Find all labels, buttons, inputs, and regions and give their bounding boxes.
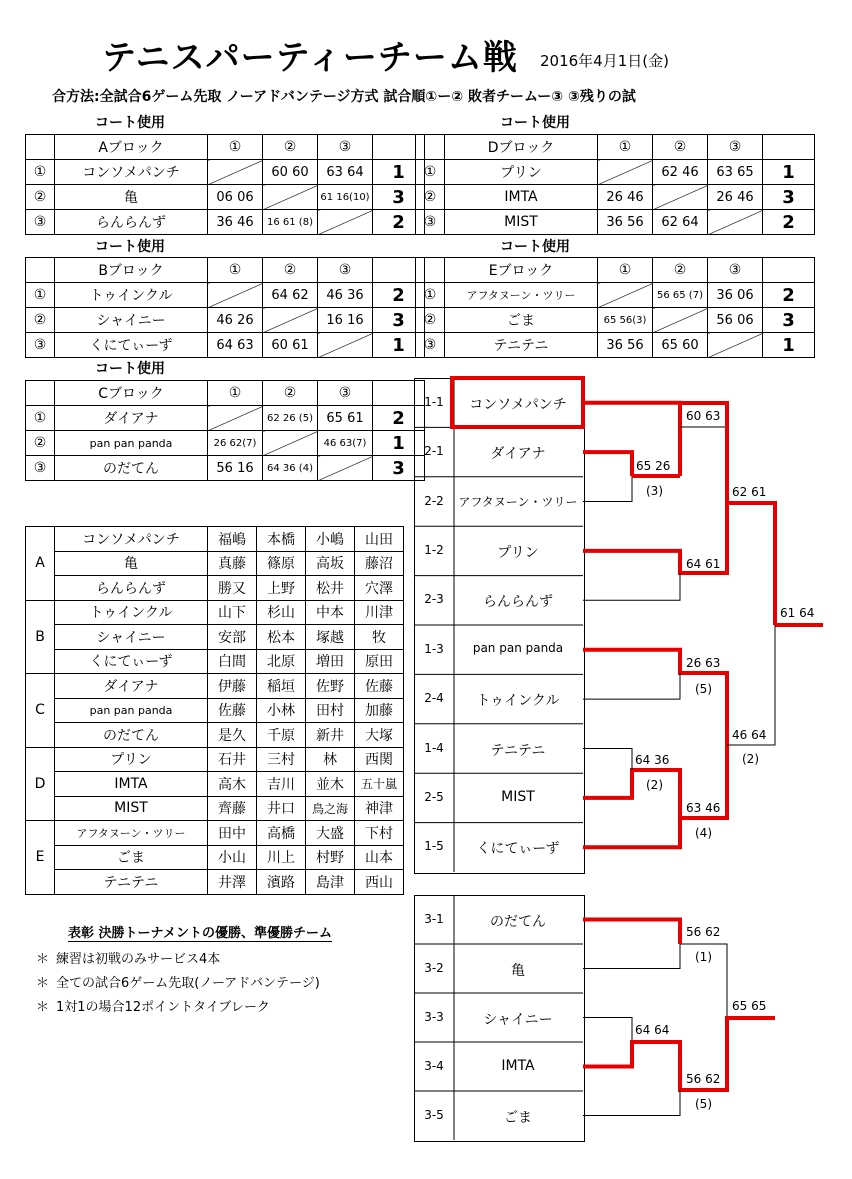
rank: 2 xyxy=(763,210,815,235)
match-no-m2: (2) xyxy=(646,778,663,792)
roster-member: 高橋 xyxy=(257,821,306,846)
roster-member: 大盛 xyxy=(306,821,355,846)
seed-highlight-box xyxy=(452,378,583,427)
match-score: 65 61 xyxy=(318,406,373,431)
roster-member: 川上 xyxy=(257,845,306,870)
block-name: Bブロック xyxy=(55,258,208,283)
sub-match-no-m5: (5) xyxy=(695,1097,712,1111)
roster-member: 佐藤 xyxy=(355,674,404,699)
match-score: 56 65 (7) xyxy=(653,283,708,308)
main-slot-team: MIST xyxy=(501,788,535,805)
match-score: 63 65 xyxy=(708,160,763,185)
match-score: 65 56(3) xyxy=(598,308,653,333)
path-1-2 xyxy=(583,503,727,573)
roster-member: 神津 xyxy=(355,796,404,821)
roster-member: 田村 xyxy=(306,698,355,723)
roster-team: IMTA xyxy=(55,772,208,797)
award-note: 表彰 決勝トーナメントの優勝、準優勝チーム xyxy=(68,922,332,942)
roster-member: 小林 xyxy=(257,698,306,723)
col-header: ① xyxy=(598,135,653,160)
roster-member: 山本 xyxy=(355,845,404,870)
match-score: 36 06 xyxy=(708,283,763,308)
score-prin: 64 61 xyxy=(686,557,721,571)
score-m3: 65 26 xyxy=(636,459,671,473)
sub-slot-team: のだてん xyxy=(490,913,546,930)
roster-member: 穴澤 xyxy=(355,576,404,601)
roster-member: 福嶋 xyxy=(208,527,257,552)
team-name: シャイニー xyxy=(55,308,208,333)
match-score: 26 62(7) xyxy=(208,431,263,456)
match-score: 62 46 xyxy=(653,160,708,185)
main-slot-team: くにてぃーず xyxy=(476,841,560,858)
rank: 3 xyxy=(373,456,425,481)
roster-member: 中本 xyxy=(306,600,355,625)
rank: 2 xyxy=(373,406,425,431)
main-slot-label: 2-2 xyxy=(424,493,444,508)
score-m4: 63 46 xyxy=(686,801,721,815)
note-item-1: 練習は初戦のみサービス4本 xyxy=(56,952,221,967)
main-slot-team: pan pan panda xyxy=(472,640,564,655)
main-slot-team: コンソメパンチ xyxy=(469,396,567,413)
roster-member: 鳥之海 xyxy=(306,796,355,821)
roster-member: 真藤 xyxy=(208,551,257,576)
r1-out xyxy=(680,427,727,503)
path-2-5 xyxy=(583,770,680,818)
match-score: 62 26 (5) xyxy=(263,406,318,431)
roster-member: 白間 xyxy=(208,649,257,674)
match-score: 56 16 xyxy=(208,456,263,481)
roster-team: コンソメパンチ xyxy=(55,527,208,552)
rank: 2 xyxy=(763,283,815,308)
roster-team: ダイアナ xyxy=(55,674,208,699)
main-slot-team: アフタヌーン・ツリー xyxy=(458,494,578,509)
match-score: 46 26 xyxy=(208,308,263,333)
roster-member: 稲垣 xyxy=(257,674,306,699)
sub-path-3-2 xyxy=(583,944,680,969)
roster-member: 川津 xyxy=(355,600,404,625)
roster-team: シャイニー xyxy=(55,625,208,650)
roster-member: 島津 xyxy=(306,870,355,895)
court-label-d: コート使用 xyxy=(500,115,570,131)
main-slot-label: 2-5 xyxy=(424,789,444,804)
path-1-4 xyxy=(583,749,632,771)
note-item-2: 全ての試合6ゲーム先取(ノーアドバンテージ) xyxy=(56,976,320,991)
sub-path-3-5 xyxy=(583,1090,680,1116)
roster-group: C xyxy=(26,674,55,748)
main-slot-label: 1-1 xyxy=(424,394,444,409)
score-m5: 26 63 xyxy=(686,656,721,670)
roster-member: 増田 xyxy=(306,649,355,674)
col-header: ① xyxy=(208,381,263,406)
match-score: 26 46 xyxy=(598,185,653,210)
sub-score-m1: 56 62 xyxy=(686,925,721,939)
note-item-3: 1対1の場合12ポイントタイブレーク xyxy=(56,1000,270,1015)
roster-member: 高坂 xyxy=(306,551,355,576)
roster-member: 小嶋 xyxy=(306,527,355,552)
seed-no: ③ xyxy=(26,210,55,235)
match-score: 46 36 xyxy=(318,283,373,308)
path-2-2 xyxy=(583,476,632,502)
seed-no: ① xyxy=(416,160,445,185)
seed-no: ① xyxy=(26,283,55,308)
roster-team: ごま xyxy=(55,845,208,870)
seed-no: ① xyxy=(26,406,55,431)
rank: 1 xyxy=(763,333,815,358)
rank: 1 xyxy=(373,333,425,358)
roster-group: B xyxy=(26,600,55,674)
sub-path-3-1 xyxy=(583,920,680,945)
page-title: テニスパーティーチーム戦 xyxy=(102,38,518,78)
main-slot-team: プリン xyxy=(497,544,539,561)
roster-member: 佐藤 xyxy=(208,698,257,723)
col-header: ① xyxy=(598,258,653,283)
match-score: 62 64 xyxy=(653,210,708,235)
roster-member: 小山 xyxy=(208,845,257,870)
roster-member: 山田 xyxy=(355,527,404,552)
team-name: のだてん xyxy=(55,456,208,481)
sub-match-no-m1: (1) xyxy=(695,950,712,964)
seed-no: ② xyxy=(416,308,445,333)
match-no-m3: (3) xyxy=(646,484,663,498)
match-score: 64 63 xyxy=(208,333,263,358)
score-semi1: 62 61 xyxy=(732,485,767,499)
roster-team: トゥインクル xyxy=(55,600,208,625)
match-score: 63 64 xyxy=(318,160,373,185)
roster-member: 加藤 xyxy=(355,698,404,723)
score-semi2: 46 64 xyxy=(732,728,767,742)
match-score: 65 60 xyxy=(653,333,708,358)
roster-member: 塚越 xyxy=(306,625,355,650)
sub-score-m-ab: 64 64 xyxy=(635,1023,670,1037)
match-score: 60 60 xyxy=(263,160,318,185)
team-name: らんらんず xyxy=(55,210,208,235)
sub-slot-team: IMTA xyxy=(501,1057,535,1074)
match-score: 16 61 (8) xyxy=(263,210,318,235)
rank: 3 xyxy=(373,185,425,210)
roster-member: 牧 xyxy=(355,625,404,650)
roster-member: 石井 xyxy=(208,747,257,772)
roster-member: 村野 xyxy=(306,845,355,870)
team-name: pan pan panda xyxy=(55,431,208,456)
match-score: 61 16(10) xyxy=(318,185,373,210)
main-slot-team: ダイアナ xyxy=(490,446,546,463)
path-2-3 xyxy=(583,573,680,600)
roster-member: 伊藤 xyxy=(208,674,257,699)
note-bullet-2: ＊ xyxy=(36,976,50,991)
team-name: ダイアナ xyxy=(55,406,208,431)
roster-team: らんらんず xyxy=(55,576,208,601)
main-slot-label: 2-3 xyxy=(424,592,444,607)
roster-member: 並木 xyxy=(306,772,355,797)
rank: 1 xyxy=(763,160,815,185)
seed-no: ③ xyxy=(26,333,55,358)
sub-slot-label: 3-5 xyxy=(424,1107,444,1122)
team-name: MIST xyxy=(445,210,598,235)
block-name: Dブロック xyxy=(445,135,598,160)
main-slot-label: 2-1 xyxy=(424,444,444,459)
roster-member: 新井 xyxy=(306,723,355,748)
path-2-1 xyxy=(583,452,632,476)
roster-member: 濱路 xyxy=(257,870,306,895)
note-bullet-1: ＊ xyxy=(36,952,50,967)
main-slot-label: 1-2 xyxy=(424,542,444,557)
match-score: 46 63(7) xyxy=(318,431,373,456)
roster-member: 西山 xyxy=(355,870,404,895)
court-label-a: コート使用 xyxy=(95,115,165,131)
score-final: 61 64 xyxy=(780,606,815,620)
sub-path-3-3 xyxy=(583,1018,632,1043)
match-score: 36 56 xyxy=(598,210,653,235)
roster-member: 杉山 xyxy=(257,600,306,625)
match-score: 64 62 xyxy=(263,283,318,308)
match-score: 26 46 xyxy=(708,185,763,210)
roster-member: 藤沼 xyxy=(355,551,404,576)
col-header: ③ xyxy=(318,258,373,283)
team-name: アフタヌーン・ツリー xyxy=(445,283,598,308)
team-name: トゥインクル xyxy=(55,283,208,308)
roster-member: 原田 xyxy=(355,649,404,674)
roster-team: pan pan panda xyxy=(55,698,208,723)
team-name: くにてぃーず xyxy=(55,333,208,358)
roster-member: 本橋 xyxy=(257,527,306,552)
rules-text: 合方法:全試合6ゲーム先取 ノーアドバンテージ方式 試合順①ー② 敗者チームー③ ③残りの試 xyxy=(52,89,636,105)
col-header: ③ xyxy=(708,258,763,283)
seed-no: ③ xyxy=(26,456,55,481)
col-header: ② xyxy=(653,258,708,283)
main-slot-label: 1-5 xyxy=(424,839,444,854)
col-header: ② xyxy=(263,258,318,283)
roster-member: 上野 xyxy=(257,576,306,601)
roster-member: 高木 xyxy=(208,772,257,797)
col-header: ③ xyxy=(708,135,763,160)
roster-member: 田中 xyxy=(208,821,257,846)
sub-slot-label: 3-3 xyxy=(424,1009,444,1024)
rank: 1 xyxy=(373,431,425,456)
team-name: コンソメパンチ xyxy=(55,160,208,185)
col-header: ② xyxy=(653,135,708,160)
rank: 3 xyxy=(763,308,815,333)
main-slot-label: 1-3 xyxy=(424,641,444,656)
sub-path-3-4 xyxy=(583,1018,775,1090)
roster-group: A xyxy=(26,527,55,601)
win-r1 xyxy=(680,403,727,503)
rank: 1 xyxy=(373,160,425,185)
seed-no: ③ xyxy=(416,210,445,235)
rank: 3 xyxy=(373,308,425,333)
team-name: IMTA xyxy=(445,185,598,210)
roster-member: 千原 xyxy=(257,723,306,748)
roster-member: 齊藤 xyxy=(208,796,257,821)
roster-member: 北原 xyxy=(257,649,306,674)
rank: 3 xyxy=(763,185,815,210)
roster-member: 井澤 xyxy=(208,870,257,895)
roster-member: 吉川 xyxy=(257,772,306,797)
roster-member: 松本 xyxy=(257,625,306,650)
col-header: ③ xyxy=(318,381,373,406)
roster-member: 山下 xyxy=(208,600,257,625)
roster-member: 勝又 xyxy=(208,576,257,601)
match-no-m4: (4) xyxy=(695,826,712,840)
sub-slot-label: 3-2 xyxy=(424,960,444,975)
sub-slot-team: シャイニー xyxy=(483,1011,553,1028)
seed-no: ③ xyxy=(416,333,445,358)
path-1-3 xyxy=(583,650,727,745)
roster-member: 安部 xyxy=(208,625,257,650)
semi2-out xyxy=(727,625,775,745)
col-header: ③ xyxy=(318,135,373,160)
block-name: Aブロック xyxy=(55,135,208,160)
match-score: 06 06 xyxy=(208,185,263,210)
team-name: ごま xyxy=(445,308,598,333)
seed-no: ② xyxy=(26,308,55,333)
roster-member: 大塚 xyxy=(355,723,404,748)
main-slot-team: テニテニ xyxy=(490,742,546,759)
seed-no: ② xyxy=(26,431,55,456)
score-m2: 64 36 xyxy=(635,753,670,767)
block-name: Eブロック xyxy=(445,258,598,283)
seed-no: ① xyxy=(26,160,55,185)
roster-member: 篠原 xyxy=(257,551,306,576)
roster-member: 井口 xyxy=(257,796,306,821)
match-score: 36 46 xyxy=(208,210,263,235)
roster-team: アフタヌーン・ツリー xyxy=(55,821,208,846)
roster-team: MIST xyxy=(55,796,208,821)
seed-no: ② xyxy=(26,185,55,210)
team-name: プリン xyxy=(445,160,598,185)
main-slot-label: 1-4 xyxy=(424,740,444,755)
sub-slot-label: 3-4 xyxy=(424,1058,444,1073)
court-label-c: コート使用 xyxy=(95,361,165,377)
roster-team: のだてん xyxy=(55,723,208,748)
match-score: 56 06 xyxy=(708,308,763,333)
roster-team: くにてぃーず xyxy=(55,649,208,674)
match-no-m5: (5) xyxy=(695,682,712,696)
roster-team: 亀 xyxy=(55,551,208,576)
seed-no: ② xyxy=(416,185,445,210)
court-label-e: コート使用 xyxy=(500,239,570,255)
roster-member: 下村 xyxy=(355,821,404,846)
sub-slot-label: 3-1 xyxy=(424,911,444,926)
roster-group: E xyxy=(26,821,55,895)
rank: 2 xyxy=(373,283,425,308)
seed-no: ① xyxy=(416,283,445,308)
team-name: 亀 xyxy=(55,185,208,210)
sub-slot-team: 亀 xyxy=(511,962,525,979)
event-date: 2016年4月1日(金) xyxy=(540,52,669,70)
col-header: ① xyxy=(208,135,263,160)
note-bullet-3: ＊ xyxy=(36,1000,50,1015)
col-header: ① xyxy=(208,258,263,283)
roster-group: D xyxy=(26,747,55,821)
roster-member: 佐野 xyxy=(306,674,355,699)
sub-score-final: 65 65 xyxy=(732,999,767,1013)
sub-slot-team: ごま xyxy=(504,1109,532,1126)
rank: 2 xyxy=(373,210,425,235)
roster-member: 林 xyxy=(306,747,355,772)
win-semi1 xyxy=(727,503,775,625)
path-2-4 xyxy=(583,673,680,699)
roster-member: 西関 xyxy=(355,747,404,772)
sub-score-m5: 56 62 xyxy=(686,1072,721,1086)
match-score: 60 61 xyxy=(263,333,318,358)
court-label-b: コート使用 xyxy=(95,239,165,255)
main-slot-team: らんらんず xyxy=(483,594,553,611)
roster-team: プリン xyxy=(55,747,208,772)
roster-member: 是久 xyxy=(208,723,257,748)
score-r1: 60 63 xyxy=(686,409,721,423)
main-slot-team: トゥインクル xyxy=(476,693,560,710)
block-name: Cブロック xyxy=(55,381,208,406)
col-header: ② xyxy=(263,381,318,406)
roster-member: 松井 xyxy=(306,576,355,601)
match-score: 36 56 xyxy=(598,333,653,358)
match-score: 16 16 xyxy=(318,308,373,333)
match-score: 64 36 (4) xyxy=(263,456,318,481)
team-name: テニテニ xyxy=(445,333,598,358)
roster-member: 五十嵐 xyxy=(355,772,404,797)
main-slot-label: 2-4 xyxy=(424,691,444,706)
match-no-semi2: (2) xyxy=(742,752,759,766)
roster-team: テニテニ xyxy=(55,870,208,895)
roster-member: 三村 xyxy=(257,747,306,772)
col-header: ② xyxy=(263,135,318,160)
